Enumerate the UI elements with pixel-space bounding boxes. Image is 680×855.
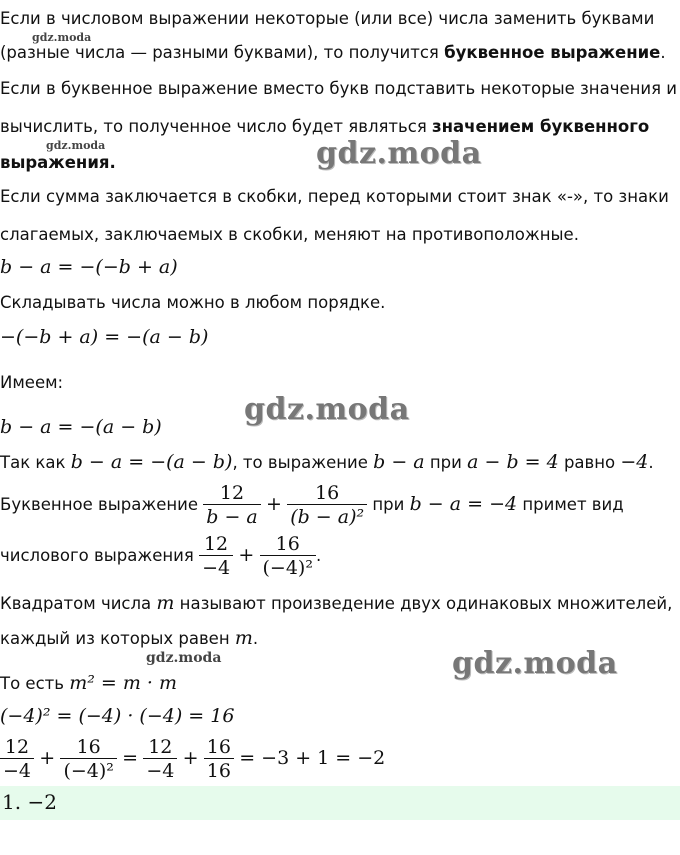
have-label: Имеем: — [0, 373, 64, 392]
watermark: gdz.moda — [452, 646, 618, 681]
bracket-rule-line-2: слагаемых, заключаемых в скобки, меняют на противоположные. — [0, 225, 579, 244]
formula-3: b − a = −(a − b) — [0, 416, 162, 438]
fraction-12-over-b-minus-a: $\frac{12}{b - a}$ — [203, 482, 261, 529]
definition-line-2: (разные числа — разными буквами), то получится буквенное выражение. — [0, 43, 666, 62]
value-definition-line-3: выражения. — [0, 153, 116, 172]
watermark: gdz.moda — [244, 392, 410, 427]
fraction-12-over-minus-4: $\frac{12}{-4}$ — [0, 736, 34, 783]
letter-expression-line: Буквенное выражение $\frac{12}{b - a}$ + $\frac{16}{\text{(b − a)²}}$ при b − a = −4 примет вид — [0, 482, 624, 528]
fraction-12-over-minus-4: $\frac{12}{-4}$ — [143, 736, 177, 783]
fraction-16-over-b-minus-a-squared: $\frac{16}{\text{(b − a)²}}$ — [287, 482, 367, 529]
square-definition-line-2: каждый из которых равен m. — [0, 627, 259, 649]
formula-2: −(−b + a) = −(a − b) — [0, 326, 209, 348]
fraction-16-over-minus-4-squared: $\frac{16}{\text{(−4)²}}$ — [60, 736, 116, 783]
definition-line-1: Если в числовом выражении некоторые (или все) числа заменить буквами — [0, 9, 655, 28]
value-definition-line-1: Если в буквенное выражение вместо букв подставить некоторые значения и — [0, 79, 678, 98]
that-is-line: То есть m² = m · m — [0, 672, 178, 694]
value-definition-line-2: вычислить, то полученное число будет являться значением буквенного — [0, 117, 650, 136]
formula-4: (−4)² = (−4) · (−4) = 16 — [0, 705, 235, 727]
final-computation: $\frac{12}{-4}$ + $\frac{16}{\text{(−4)²}}$ = $\frac{12}{-4}$ + $\frac{16}{16}$ = −3 + 1 = −2 — [0, 728, 385, 789]
watermark-small: gdz.moda — [146, 650, 222, 666]
answer-box — [0, 786, 680, 820]
numeric-expression-line: числового выражения $\frac{12}{-4}$ + $\frac{16}{\text{(−4)²}}$ . — [0, 533, 322, 579]
formula-1: b − a = −(−b + a) — [0, 256, 178, 278]
answer-text: 1. −2 — [2, 790, 57, 814]
bracket-rule-line-1: Если сумма заключается в скобки, перед которыми стоит знак «-», то знаки — [0, 187, 669, 206]
since-line: Так как b − a = −(a − b), то выражение b − a при a − b = 4 равно −4. — [0, 451, 654, 473]
watermark: gdz.moda — [316, 136, 482, 171]
fraction-16-over-16: $\frac{16}{16}$ — [204, 736, 234, 783]
watermark-small: gdz.moda — [46, 139, 106, 152]
fraction-16-over-minus-4-squared: $\frac{16}{\text{(−4)²}}$ — [260, 533, 316, 580]
square-definition-line-1: Квадратом числа m называют произведение двух одинаковых множителей, — [0, 592, 673, 614]
watermark-small: gdz.moda — [32, 31, 92, 44]
term-expression-value: значением буквенного — [432, 117, 650, 136]
commutative-rule: Складывать числа можно в любом порядке. — [0, 293, 386, 312]
term-letter-expression: буквенное выражение — [444, 43, 661, 62]
fraction-12-over-minus-4: $\frac{12}{-4}$ — [199, 533, 233, 580]
